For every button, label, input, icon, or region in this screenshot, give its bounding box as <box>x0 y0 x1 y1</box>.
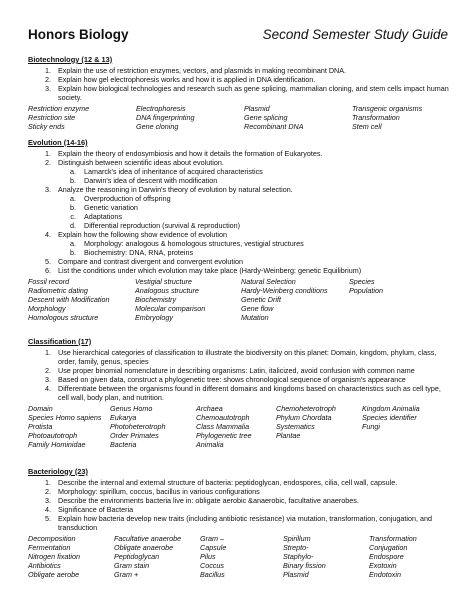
section-bacteriology <box>28 467 453 579</box>
item-text: Describe the environments bacteria live in: obligate aerobic &anaerobic, facultative anaerobes. <box>58 496 359 505</box>
item-number: a. <box>70 194 76 203</box>
item-number: a. <box>70 167 76 176</box>
vocab-term: Genetic Drift <box>241 295 281 304</box>
item-number: b. <box>70 176 76 185</box>
item-number: 5. <box>45 257 51 266</box>
item-text: List the conditions under which evolution may take place (Hardy-Weinberg: genetic Equilibrium) <box>58 266 362 275</box>
item-number: 3. <box>45 375 51 384</box>
vocab-term: Homologous structure <box>28 313 99 322</box>
objective-item <box>28 84 453 102</box>
vocabulary-grid <box>28 404 453 449</box>
vocab-term: Systematics <box>276 422 315 431</box>
vocab-term: Gene flow <box>241 304 274 313</box>
vocab-term: Electrophoresis <box>136 104 186 113</box>
section-title: Biotechnology (12 & 13) <box>28 55 113 64</box>
item-text: Biochemistry: DNA, RNA, proteins <box>84 248 194 257</box>
sub-objective <box>28 239 453 248</box>
vocab-term: Photoheterotroph <box>110 422 166 431</box>
item-text: Compare and contrast divergent and convergent evolution <box>58 257 243 266</box>
vocab-term: Population <box>349 286 383 295</box>
vocab-term: Genus Homo <box>110 404 153 413</box>
section-biotechnology <box>28 55 453 131</box>
vocab-term: Decomposition <box>28 534 76 543</box>
sub-objective <box>28 203 453 212</box>
vocab-term: Molecular comparison <box>135 304 206 313</box>
vocab-term: Kingdom Animalia <box>362 404 420 413</box>
vocab-term <box>276 440 362 449</box>
vocab-term: Coccus <box>200 561 224 570</box>
item-text: Darwin's idea of descent with modification <box>84 176 218 185</box>
vocab-term <box>349 304 453 313</box>
vocab-term: Transgenic organisms <box>352 104 423 113</box>
page-title: Honors Biology <box>28 27 129 42</box>
item-text: Use hierarchical categories of classification to illustrate the biodiversity on this planet: Domain, kingdom, phylum, class, order, family, genus, species <box>58 348 437 366</box>
section-classification <box>28 337 453 449</box>
vocab-term: Plasmid <box>283 570 309 579</box>
item-number: d. <box>70 221 76 230</box>
item-text: Analyze the reasoning in Darwin's theory of evolution by natural selection. <box>58 185 293 194</box>
item-number: c. <box>70 212 76 221</box>
sub-objective <box>28 248 453 257</box>
vocab-term: Strepto- <box>283 543 309 552</box>
item-number: 2. <box>45 158 51 167</box>
vocab-term <box>362 431 452 440</box>
item-text: Explain the use of restriction enzymes, vectors, and plasmids in making recombinant DNA. <box>58 66 347 75</box>
section-title: Classification (17) <box>28 337 92 346</box>
item-number: 1. <box>45 348 51 357</box>
vocab-term: Gram – <box>200 534 224 543</box>
objective-item <box>28 384 453 402</box>
vocab-term: Gram stain <box>114 561 150 570</box>
section-evolution <box>28 138 453 322</box>
item-text: Explain how the following show evidence of evolution <box>58 230 228 239</box>
item-number: 5. <box>45 514 51 523</box>
objective-list <box>28 149 453 275</box>
vocab-term: Vestigial structure <box>135 277 192 286</box>
item-text: Explain how biological technologies and research such as gene splicing, mammalian cloning, and stem cells impact human society. <box>58 84 449 102</box>
vocab-term: Gene cloning <box>136 122 179 131</box>
objective-item <box>28 478 453 487</box>
vocab-term: Biochemistry <box>135 295 177 304</box>
vocab-term: Conjugation <box>369 543 408 552</box>
vocab-term: Binary fission <box>283 561 326 570</box>
item-number: 1. <box>45 149 51 158</box>
item-text: Use proper binomial nomenclature in describing organisms: Latin, italicized, avoid confusion with common name <box>58 366 415 375</box>
vocab-term <box>349 295 453 304</box>
objective-item <box>28 257 453 266</box>
section-title: Bacteriology (23) <box>28 467 88 476</box>
vocab-term: Transformation <box>369 534 417 543</box>
vocab-term: Endospore <box>369 552 404 561</box>
item-number: 2. <box>45 487 51 496</box>
item-number: a. <box>70 239 76 248</box>
item-number: b. <box>70 248 76 257</box>
vocab-term: Family Hominidae <box>28 440 86 449</box>
vocab-term: Capsule <box>200 543 227 552</box>
vocab-term: Phylum Chordata <box>276 413 332 422</box>
vocab-term: Antibiotics <box>28 561 61 570</box>
vocab-term: Species Homo sapiens <box>28 413 102 422</box>
objective-item <box>28 230 453 239</box>
item-text: Distinguish between scientific ideas about evolution. <box>58 158 224 167</box>
item-number: 2. <box>45 75 51 84</box>
vocab-term: Protista <box>28 422 53 431</box>
objective-list <box>28 478 453 532</box>
vocab-term: Plasmid <box>244 104 270 113</box>
vocab-term: Species identifier <box>362 413 417 422</box>
vocab-term <box>349 313 453 322</box>
item-text: Adaptations <box>84 212 122 221</box>
objective-item <box>28 496 453 505</box>
vocab-term: Endotoxin <box>369 570 401 579</box>
vocabulary-grid <box>28 104 453 131</box>
section-title: Evolution (14-16) <box>28 138 88 147</box>
vocab-term: Recombinant DNA <box>244 122 304 131</box>
item-number: 3. <box>45 84 51 93</box>
item-number: 3. <box>45 496 51 505</box>
item-text: Genetic variation <box>84 203 138 212</box>
objective-list <box>28 348 453 402</box>
item-number: 3. <box>45 185 51 194</box>
vocab-term: Class Mammalia <box>196 422 250 431</box>
sub-objective <box>28 194 453 203</box>
item-text: Explain how gel electrophoresis works and how it is applied in DNA identification. <box>58 75 316 84</box>
vocab-term: Plantae <box>276 431 301 440</box>
vocabulary-grid <box>28 277 453 322</box>
vocab-term: Radiometric dating <box>28 286 88 295</box>
vocab-term: Restriction enzyme <box>28 104 90 113</box>
vocab-term: Embryology <box>135 313 173 322</box>
item-text: Describe the internal and external structure of bacteria: peptidoglycan, endospores, cilia, cell wall, capsule. <box>58 478 398 487</box>
vocab-term: Staphylo- <box>283 552 314 561</box>
objective-item <box>28 366 453 375</box>
vocab-term: Natural Selection <box>241 277 296 286</box>
item-number: b. <box>70 203 76 212</box>
vocab-term: Hardy-Weinberg conditions <box>241 286 328 295</box>
objective-item <box>28 487 453 496</box>
vocab-term: Spirillum <box>283 534 311 543</box>
vocab-term: Restriction site <box>28 113 76 122</box>
objective-item <box>28 75 453 84</box>
item-number: 6. <box>45 266 51 275</box>
vocab-term: Archaea <box>196 404 223 413</box>
vocab-term: DNA fingerprinting <box>136 113 195 122</box>
item-number: 2. <box>45 366 51 375</box>
objective-item <box>28 149 453 158</box>
sub-objective <box>28 212 453 221</box>
objective-item <box>28 505 453 514</box>
vocab-term: Chemoheterotroph <box>276 404 336 413</box>
objective-item <box>28 375 453 384</box>
vocab-term: Obligate aerobe <box>28 570 80 579</box>
vocab-term: Gene splicing <box>244 113 288 122</box>
vocab-term: Descent with Modification <box>28 295 110 304</box>
vocab-term: Obligate anaerobe <box>114 543 174 552</box>
sub-objective <box>28 176 453 185</box>
item-text: Lamarck's idea of inheritance of acquired characteristics <box>84 167 263 176</box>
vocab-term: Peptidoglycan <box>114 552 160 561</box>
vocab-term: Fungi <box>362 422 380 431</box>
sub-objective <box>28 221 453 230</box>
objective-item <box>28 158 453 167</box>
objective-item <box>28 66 453 75</box>
vocab-term: Analogous structure <box>135 286 199 295</box>
objective-item <box>28 266 453 275</box>
vocab-term: Stem cell <box>352 122 382 131</box>
vocab-term: Morphology <box>28 304 66 313</box>
item-number: 4. <box>45 384 51 393</box>
vocab-term: Species <box>349 277 375 286</box>
item-number: 4. <box>45 505 51 514</box>
item-number: 1. <box>45 66 51 75</box>
vocab-term: Bacteria <box>110 440 137 449</box>
vocab-term: Mutation <box>241 313 269 322</box>
item-text: Explain the theory of endosymbiosis and how it details the formation of Eukaryotes. <box>58 149 323 158</box>
sub-objective <box>28 167 453 176</box>
vocab-term: Fermentation <box>28 543 71 552</box>
item-text: Differential reproduction (survival & reproduction) <box>84 221 241 230</box>
vocab-term: Transformation <box>352 113 400 122</box>
vocab-term: Exotoxin <box>369 561 397 570</box>
item-text: Explain how bacteria develop new traits (including antibiotic resistance) via mutation, transformation, conjugation, and transduction <box>58 514 432 532</box>
item-number: 4. <box>45 230 51 239</box>
vocab-term: Facultative anaerobe <box>114 534 182 543</box>
vocab-term: Sticky ends <box>28 122 65 131</box>
objective-item <box>28 514 453 532</box>
vocab-term: Fossil record <box>28 277 70 286</box>
vocab-term: Nitrogen fixation <box>28 552 80 561</box>
item-text: Based on given data, construct a phylogenetic tree: shows chronological sequence of organism's appearance <box>58 375 406 384</box>
objective-list <box>28 66 453 102</box>
vocab-term: Animalia <box>196 440 224 449</box>
objective-item <box>28 185 453 194</box>
vocab-term: Phylogenetic tree <box>196 431 252 440</box>
vocab-term: Domain <box>28 404 53 413</box>
item-number: 1. <box>45 478 51 487</box>
item-text: Significance of Bacteria <box>58 505 134 514</box>
vocab-term: Eukarya <box>110 413 137 422</box>
vocab-term: Chemoautotroph <box>196 413 250 422</box>
vocab-term: Bacillus <box>200 570 225 579</box>
vocabulary-grid <box>28 534 453 579</box>
item-text: Morphology: analogous & homologous structures, vestigial structures <box>84 239 304 248</box>
page-header <box>28 27 448 47</box>
objective-item <box>28 348 453 366</box>
page-subtitle: Second Semester Study Guide <box>262 27 448 42</box>
vocab-term: Pilus <box>200 552 216 561</box>
vocab-term: Photoautotroph <box>28 431 78 440</box>
vocab-term: Gram + <box>114 570 139 579</box>
item-text: Overproduction of offspring <box>84 194 171 203</box>
item-text: Morphology: spirillum, coccus, bacillus in various configurations <box>58 487 260 496</box>
item-text: Differentiate between the organisms found in different domains and kingdoms based on characteristics such as cell type, cell wall, body plan, and nutrition. <box>58 384 441 402</box>
vocab-term: Order Primates <box>110 431 159 440</box>
